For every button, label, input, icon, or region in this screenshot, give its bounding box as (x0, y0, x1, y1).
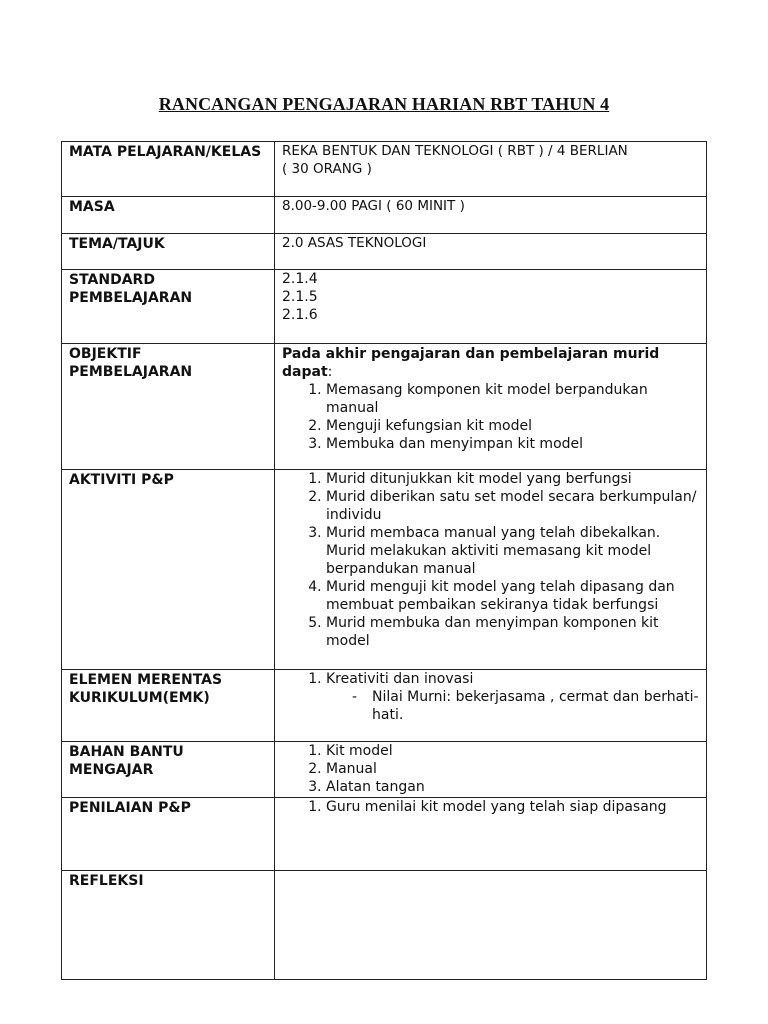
list-item: 2. Manual (326, 760, 700, 778)
row-objektif (62, 344, 707, 470)
list-item: 3. Alatan tangan (326, 778, 700, 796)
label-tema: TEMA/TAJUK (62, 234, 275, 270)
standard-item: 2.1.5 (282, 289, 318, 305)
aktiviti-list (282, 470, 700, 650)
value-refleksi (275, 871, 707, 980)
row-refleksi (62, 871, 707, 980)
value-tema: 2.0 ASAS TEKNOLOGI (275, 234, 707, 270)
row-standard (62, 270, 707, 344)
list-item: 2. Menguji kefungsian kit model (326, 417, 700, 435)
list-item: 1. Memasang komponen kit model berpandukan manual (326, 381, 700, 417)
value-aktiviti (275, 470, 707, 670)
row-penilaian (62, 798, 707, 871)
label-refleksi: REFLEKSI (62, 871, 275, 980)
objektif-list (282, 381, 700, 453)
list-item: 1. Murid ditunjukkan kit model yang berfungsi (326, 470, 700, 488)
value-emk (275, 670, 707, 742)
emk-sublist (282, 688, 700, 724)
page-title: RANCANGAN PENGAJARAN HARIAN RBT TAHUN 4 (158, 94, 610, 114)
row-bahan (62, 742, 707, 798)
value-standard (275, 270, 707, 344)
label-penilaian: PENILAIAN P&P (62, 798, 275, 871)
value-objektif: Pada akhir pengajaran dan pembelajaran murid dapat: 1. Memasang komponen kit model berpandukan manual 2. Menguji kefungsian kit model 3. Membuka dan menyimpan kit model (275, 344, 707, 470)
label-masa: MASA (62, 197, 275, 234)
label-objektif: OBJEKTIF PEMBELAJARAN (62, 344, 275, 470)
list-item: - Nilai Murni: bekerjasama , cermat dan berhati-hati. (372, 688, 700, 724)
row-masa (62, 197, 707, 234)
label-emk: ELEMEN MERENTAS KURIKULUM(EMK) (62, 670, 275, 742)
row-aktiviti (62, 470, 707, 670)
value-masa: 8.00-9.00 PAGI ( 60 MINIT ) (275, 197, 707, 234)
list-item: 1. Guru menilai kit model yang telah siap dipasang (326, 798, 700, 816)
list-item: 3. Murid membaca manual yang telah dibekalkan. Murid melakukan aktiviti memasang kit model berpandukan manual (326, 524, 700, 578)
label-bahan: BAHAN BANTU MENGAJAR (62, 742, 275, 798)
list-item: 1. Kit model (326, 742, 700, 760)
list-item: 2. Murid diberikan satu set model secara berkumpulan/ individu (326, 488, 700, 524)
mata-pelajaran-line1: REKA BENTUK DAN TEKNOLOGI ( RBT ) / 4 BERLIAN (282, 143, 628, 159)
list-item: 3. Membuka dan menyimpan kit model (326, 435, 700, 453)
list-item: 5. Murid membuka dan menyimpan komponen kit model (326, 614, 700, 650)
value-bahan (275, 742, 707, 798)
lesson-plan-table (61, 141, 707, 980)
standard-item: 2.1.4 (282, 271, 318, 287)
value-mata-pelajaran (275, 142, 707, 197)
penilaian-list (282, 798, 700, 816)
row-mata-pelajaran (62, 142, 707, 197)
bahan-list (282, 742, 700, 796)
standard-item: 2.1.6 (282, 307, 318, 323)
objektif-intro: Pada akhir pengajaran dan pembelajaran murid dapat (282, 346, 660, 380)
label-standard: STANDARD PEMBELAJARAN (62, 270, 275, 344)
row-tema (62, 234, 707, 270)
list-item: 4. Murid menguji kit model yang telah dipasang dan membuat pembaikan sekiranya tidak berfungsi (326, 578, 700, 614)
value-penilaian (275, 798, 707, 871)
row-emk (62, 670, 707, 742)
label-aktiviti: AKTIVITI P&P (62, 470, 275, 670)
emk-list (282, 670, 700, 688)
label-mata-pelajaran: MATA PELAJARAN/KELAS (62, 142, 275, 197)
mata-pelajaran-line2: ( 30 ORANG ) (282, 161, 372, 177)
list-item: 1. Kreativiti dan inovasi (326, 670, 700, 688)
